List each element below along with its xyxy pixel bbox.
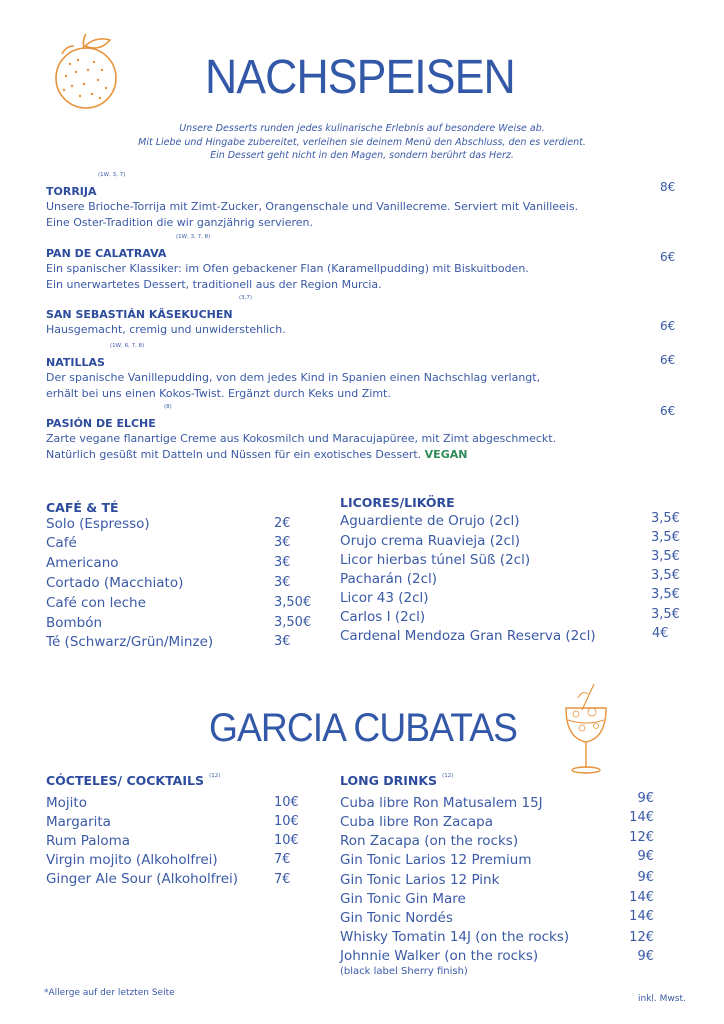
tax-note: inkl. Mwst. bbox=[638, 994, 686, 1004]
desc-line: erhält bei uns einen Kokos-Twist. Ergänzt durch Keks und Zimt. bbox=[46, 387, 391, 400]
allergen-codes: (12) bbox=[209, 773, 221, 779]
dish-name: NATILLAS bbox=[46, 356, 105, 369]
menu-item-price: 3,5€ bbox=[651, 587, 680, 602]
intro-line: Ein Dessert geht nicht in den Magen, sondern berührt das Herz. bbox=[210, 150, 514, 161]
menu-item-price: 10€ bbox=[274, 833, 299, 848]
dessert-item bbox=[46, 172, 686, 231]
menu-item-price: 9€ bbox=[637, 791, 654, 806]
dish-price: 6€ bbox=[660, 250, 676, 264]
menu-item-name: Ron Zacapa (on the rocks) bbox=[340, 833, 519, 849]
menu-item-name: Solo (Espresso) bbox=[46, 516, 150, 532]
cocktail-glass-icon bbox=[552, 680, 622, 780]
section-heading-cocktails bbox=[46, 770, 220, 789]
menu-item-price: 3€ bbox=[274, 555, 291, 570]
dish-description bbox=[46, 370, 686, 402]
menu-item-name: Cuba libre Ron Matusalem 15J bbox=[340, 795, 543, 811]
dish-name: PAN DE CALATRAVA bbox=[46, 247, 167, 260]
menu-item-name: Cortado (Macchiato) bbox=[46, 575, 184, 591]
intro-text bbox=[0, 122, 724, 163]
menu-item-price: 3€ bbox=[274, 535, 291, 550]
allergen-codes: (12) bbox=[442, 773, 454, 779]
menu-item-name: Mojito bbox=[46, 795, 87, 811]
menu-item-name: Pacharán (2cl) bbox=[340, 571, 438, 587]
desc-line: Natürlich gesüßt mit Datteln und Nüssen für ein exotisches Dessert. bbox=[46, 448, 422, 461]
section-heading-longdrinks bbox=[340, 770, 453, 789]
menu-item-price: 4€ bbox=[652, 626, 669, 641]
menu-item-price: 14€ bbox=[629, 909, 654, 924]
menu-item-price: 3,5€ bbox=[651, 549, 680, 564]
dessert-item bbox=[46, 295, 686, 338]
menu-item-price: 3€ bbox=[274, 634, 291, 649]
menu-item-price: 12€ bbox=[629, 930, 654, 945]
menu-item-price: 3,5€ bbox=[651, 568, 680, 583]
desc-line: Ein unerwartetes Dessert, traditionell aus der Region Murcia. bbox=[46, 278, 382, 291]
menu-item-note: (black label Sherry finish) bbox=[340, 966, 468, 977]
menu-item-price: 14€ bbox=[629, 890, 654, 905]
menu-item-price: 3,5€ bbox=[651, 607, 680, 622]
menu-item-name: Aguardiente de Orujo (2cl) bbox=[340, 513, 520, 529]
menu-item-name: Licor hierbas túnel Süß (2cl) bbox=[340, 552, 531, 568]
section-heading-label: CÓCTELES/ COCKTAILS bbox=[46, 773, 204, 788]
menu-item-name: Orujo crema Ruavieja (2cl) bbox=[340, 533, 520, 549]
menu-item-name: Johnnie Walker (on the rocks) bbox=[340, 948, 539, 964]
menu-item-name: Rum Paloma bbox=[46, 833, 131, 849]
menu-item-name: Gin Tonic Nordés bbox=[340, 910, 453, 926]
menu-item-name: Gin Tonic Larios 12 Pink bbox=[340, 872, 500, 888]
menu-item-price: 3€ bbox=[274, 575, 291, 590]
menu-item-price: 3,5€ bbox=[651, 511, 680, 526]
menu-item-price: 9€ bbox=[637, 949, 654, 964]
menu-item-name: Americano bbox=[46, 555, 119, 571]
dessert-item bbox=[46, 343, 686, 402]
menu-item-name: Ginger Ale Sour (Alkoholfrei) bbox=[46, 871, 239, 887]
menu-item-price: 9€ bbox=[637, 870, 654, 885]
desc-line: Zarte vegane flanartige Creme aus Kokosmilch und Maracujapüree, mit Zimt abgeschmeckt. bbox=[46, 432, 557, 445]
menu-item-name: Cuba libre Ron Zacapa bbox=[340, 814, 493, 830]
allergen-codes: (3,7) bbox=[239, 295, 253, 301]
section-heading-label: LONG DRINKS bbox=[340, 773, 438, 788]
intro-line: Mit Liebe und Hingabe zubereitet, verleihen sie deinem Menü den Abschluss, den es verdient. bbox=[138, 136, 586, 148]
allergen-codes: (1W, 6, 7, 8) bbox=[110, 343, 145, 349]
section-heading-licores: LICORES/LIKÖRE bbox=[340, 495, 455, 510]
menu-item-name: Té (Schwarz/Grün/Minze) bbox=[46, 634, 214, 650]
menu-item-name: Gin Tonic Larios 12 Premium bbox=[340, 852, 532, 868]
dish-name: SAN SEBASTIÁN KÄSEKUCHEN bbox=[46, 308, 233, 321]
menu-item-name: Carlos I (2cl) bbox=[340, 609, 426, 625]
desc-line: Unsere Brioche-Torrija mit Zimt-Zucker, Orangenschale und Vanillecreme. Serviert mit Vanilleeis. bbox=[46, 200, 579, 213]
menu-item-price: 9€ bbox=[637, 849, 654, 864]
dish-description bbox=[46, 322, 686, 338]
menu-item-price: 2€ bbox=[274, 516, 291, 531]
menu-item-name: Margarita bbox=[46, 814, 111, 830]
section-heading-cafe: CAFÉ & TÉ bbox=[46, 500, 119, 515]
menu-item-price: 3,50€ bbox=[274, 595, 312, 610]
desc-line: Hausgemacht, cremig und unwiderstehlich. bbox=[46, 323, 286, 336]
dish-price: 8€ bbox=[660, 180, 676, 194]
dish-description bbox=[46, 199, 686, 231]
menu-item-name: Whisky Tomatin 14J (on the rocks) bbox=[340, 929, 570, 945]
dessert-item bbox=[46, 234, 686, 293]
allergen-codes: (1W, 3, 7) bbox=[98, 172, 126, 178]
menu-item-name: Café con leche bbox=[46, 595, 146, 611]
menu-item-name: Bombón bbox=[46, 615, 103, 631]
intro-line: Unsere Desserts runden jedes kulinarische Erlebnis auf besondere Weise ab. bbox=[179, 123, 545, 134]
dish-price: 6€ bbox=[660, 319, 676, 333]
dish-name: PASIÓN DE ELCHE bbox=[46, 417, 156, 430]
dish-price: 6€ bbox=[660, 353, 676, 367]
section-title-cubatas: GARCIA CUBATAS bbox=[209, 706, 518, 750]
desc-line: Eine Oster-Tradition die wir ganzjährig servieren. bbox=[46, 216, 314, 229]
orange-fruit-icon bbox=[44, 32, 134, 110]
menu-item-price: 3,50€ bbox=[274, 615, 312, 630]
dish-description bbox=[46, 261, 686, 293]
vegan-badge: VEGAN bbox=[424, 448, 468, 461]
dish-description bbox=[46, 431, 686, 463]
dish-price: 6€ bbox=[660, 404, 676, 418]
menu-item-price: 14€ bbox=[629, 810, 654, 825]
dish-name: TORRIJA bbox=[46, 185, 97, 198]
allergen-codes: (1W, 3, 7, 8) bbox=[176, 234, 211, 240]
allergen-codes: (8) bbox=[164, 404, 172, 410]
desc-line: Der spanische Vanillepudding, von dem jedes Kind in Spanien einen Nachschlag verlangt, bbox=[46, 371, 541, 384]
page-title: NACHSPEISEN bbox=[205, 51, 515, 104]
menu-item-price: 10€ bbox=[274, 795, 299, 810]
menu-item-name: Licor 43 (2cl) bbox=[340, 590, 429, 606]
allergen-footnote: *Allerge auf der letzten Seite bbox=[44, 988, 175, 998]
menu-item-name: Virgin mojito (Alkoholfrei) bbox=[46, 852, 218, 868]
menu-item-price: 10€ bbox=[274, 814, 299, 829]
menu-item-price: 7€ bbox=[274, 852, 291, 867]
menu-item-name: Café bbox=[46, 535, 77, 551]
menu-item-price: 3,5€ bbox=[651, 530, 680, 545]
menu-item-name: Gin Tonic Gin Mare bbox=[340, 891, 466, 907]
desc-line: Ein spanischer Klassiker: im Ofen gebackener Flan (Karamellpudding) mit Biskuitboden. bbox=[46, 262, 529, 275]
menu-item-name: Cardenal Mendoza Gran Reserva (2cl) bbox=[340, 628, 596, 644]
menu-item-price: 7€ bbox=[274, 872, 291, 887]
menu-item-price: 12€ bbox=[629, 830, 654, 845]
dessert-item bbox=[46, 404, 686, 463]
